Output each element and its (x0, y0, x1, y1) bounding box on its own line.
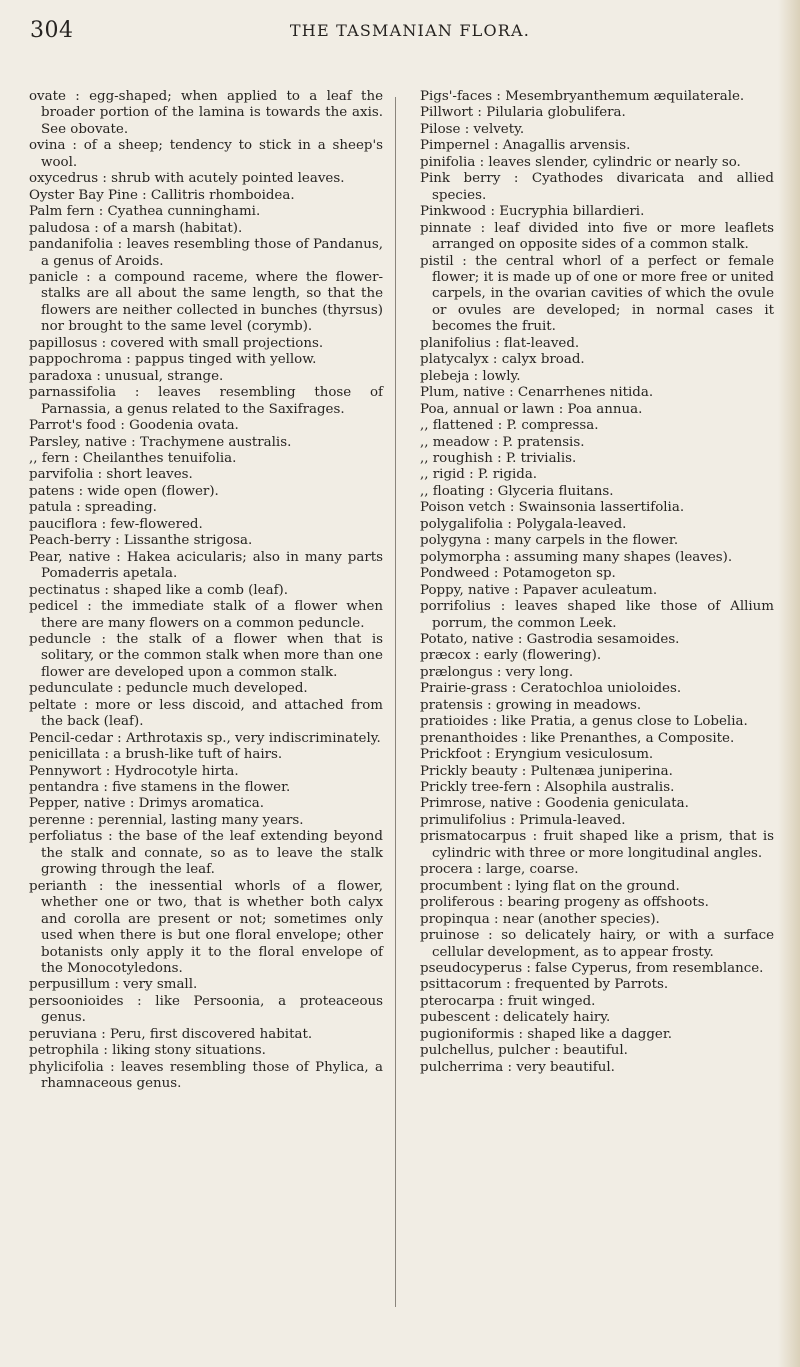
glossary-entry: Parrot's food : Goodenia ovata. (29, 418, 239, 434)
glossary-entry: pinnate : leaf divided into five or more leaflets arranged on opposite sides of a common stalk. (420, 220, 774, 253)
glossary-entry: ovina : of a sheep; tendency to stick in a sheep's wool. (29, 138, 383, 170)
glossary-entry: planifolius : flat-leaved. (420, 335, 580, 351)
glossary-entry: Pear, native : Hakea acicularis; also in many parts Pomaderris apetala. (29, 549, 383, 582)
glossary-entry: perpusillum : very small. (29, 977, 198, 993)
page-edge-shadow (778, 0, 800, 1367)
glossary-entry: Pillwort : Pilularia globulifera. (420, 105, 626, 121)
glossary-entry: Poison vetch : Swainsonia lassertifolia. (420, 500, 685, 516)
glossary-entry: papillosus : covered with small projections. (29, 335, 324, 351)
glossary-entry: pedunculate : peduncle much developed. (29, 681, 308, 697)
glossary-entry: penicillata : a brush-like tuft of hairs. (29, 747, 283, 763)
glossary-entry: paludosa : of a marsh (habitat). (29, 220, 243, 236)
glossary-entry: Pilose : velvety. (420, 121, 525, 137)
glossary-entry: Oyster Bay Pine : Callitris rhomboidea. (29, 187, 295, 203)
glossary-entry: ovate : egg-shaped; when applied to a leaf the broader portion of the lamina is towards the axis. See obovate. (29, 89, 383, 137)
glossary-entry: Prickfoot : Eryngium vesiculosum. (420, 747, 654, 763)
glossary-entry: pappochroma : pappus tinged with yellow. (29, 352, 317, 368)
glossary-entry: panicle : a compound raceme, where the flower-stalks are all about the same length, so that the flowers are neither collected in bunches (thyrsus) nor brought to the same level (corymb). (29, 269, 383, 335)
glossary-entry: Palm fern : Cyathea cunninghami. (29, 204, 261, 220)
glossary-entry: Peach-berry : Lissanthe strigosa. (29, 533, 253, 549)
glossary-entry: patula : spreading. (29, 500, 157, 516)
glossary-entry: pentandra : five stamens in the flower. (29, 780, 291, 796)
glossary-entry: polymorpha : assuming many shapes (leaves). (420, 549, 733, 565)
glossary-entry: Plum, native : Cenarrhenes nitida. (420, 385, 654, 401)
glossary-entry: Pepper, native : Drimys aromatica. (29, 796, 264, 812)
glossary-entry: porrifolius : leaves shaped like those of Allium porrum, the common Leek. (420, 599, 774, 631)
glossary-entry: pratioides : like Pratia, a genus close to Lobelia. (420, 714, 748, 730)
glossary-entry: Prickly tree-fern : Alsophila australis. (420, 780, 675, 796)
glossary-entry: Pigs'-faces : Mesembryanthemum æquilaterale. (420, 89, 745, 104)
glossary-entry: parvifolia : short leaves. (29, 467, 193, 483)
glossary-entry: Parsley, native : Trachymene australis. (29, 434, 292, 450)
glossary-entry: pulchellus, pulcher : beautiful. (420, 1043, 628, 1059)
glossary-entry: prælongus : very long. (420, 664, 574, 680)
glossary-entry: peduncle : the stalk of a flower when that is solitary, or the common stalk when more than one flower are developed upon a common stalk. (29, 631, 383, 680)
glossary-entry: pistil : the central whorl of a perfect or female flower; it is made up of one or more free or united carpels, in the ovarian cavities of which the ovule or ovules are developed; in normal cases it becomes the fruit. (420, 253, 774, 335)
glossary-entry: paradoxa : unusual, strange. (29, 368, 224, 384)
glossary-entry: propinqua : near (another species). (420, 911, 660, 927)
glossary-entry: primulifolius : Primula-leaved. (420, 812, 626, 828)
glossary-entry: Prairie-grass : Ceratochloa unioloides. (420, 681, 682, 697)
glossary-entry: parnassifolia : leaves resembling those of Parnassia, a genus related to the Saxifrages. (29, 385, 383, 417)
glossary-entry: proliferous : bearing progeny as offshoots. (420, 895, 709, 911)
glossary-entry: pedicel : the immediate stalk of a flower when there are many flowers on a common peduncle. (29, 599, 383, 631)
glossary-entry: ,, floating : Glyceria fluitans. (420, 483, 614, 499)
glossary-entry: polygalifolia : Polygala-leaved. (420, 516, 627, 532)
glossary-entry: Pencil-cedar : Arthrotaxis sp., very indiscriminately. (29, 730, 381, 746)
glossary-entry: Primrose, native : Goodenia geniculata. (420, 796, 689, 812)
left-column (29, 89, 383, 1093)
glossary-entry: pectinatus : shaped like a comb (leaf). (29, 582, 289, 598)
running-title: THE TASMANIAN FLORA. (289, 21, 531, 40)
glossary-entry: ,, meadow : P. pratensis. (420, 434, 585, 450)
glossary-entry: pseudocyperus : false Cyperus, from resemblance. (420, 961, 764, 977)
glossary-entry: peruviana : Peru, first discovered habitat. (29, 1026, 313, 1042)
glossary-entry: persoonioides : like Persoonia, a proteaceous genus. (29, 993, 383, 1026)
glossary-entry: perfoliatus : the base of the leaf extending beyond the stalk and connate, so as to leave the stalk growing through the leaf. (29, 829, 383, 878)
glossary-entry: pterocarpa : fruit winged. (420, 993, 596, 1009)
glossary-entry: Pondweed : Potamogeton sp. (420, 566, 616, 582)
glossary-entry: perenne : perennial, lasting many years. (29, 812, 304, 828)
glossary-entry: pandanifolia : leaves resembling those of Pandanus, a genus of Aroids. (29, 237, 383, 269)
glossary-entry: peltate : more or less discoid, and attached from the back (leaf). (29, 697, 383, 730)
glossary-entry: oxycedrus : shrub with acutely pointed leaves. (29, 171, 345, 187)
glossary-entry: procumbent : lying flat on the ground. (420, 878, 680, 894)
glossary-entry: petrophila : liking stony situations. (29, 1043, 266, 1059)
glossary-entry: prenanthoides : like Prenanthes, a Composite. (420, 730, 735, 746)
glossary-entry: Prickly beauty : Pultenæa juniperina. (420, 763, 673, 779)
glossary-entry: Pinkwood : Eucryphia billardieri. (420, 204, 645, 220)
glossary-entry: Poa, annual or lawn : Poa annua. (420, 401, 643, 417)
glossary-entry: pinifolia : leaves slender, cylindric or nearly so. (420, 154, 741, 170)
glossary-entry: Pimpernel : Anagallis arvensis. (420, 138, 631, 154)
glossary-entry: Pink berry : Cyathodes divaricata and allied species. (420, 171, 774, 203)
glossary-entry: pulcherrima : very beautiful. (420, 1059, 615, 1075)
right-column (420, 89, 774, 1093)
glossary-entry: præcox : early (flowering). (420, 648, 602, 664)
page-number: 304 (30, 18, 74, 43)
glossary-entry: ,, rigid : P. rigida. (420, 467, 538, 483)
glossary-entry: perianth : the inessential whorls of a flower, whether one or two, that is whether both calyx and corolla are present or not; sometimes only used when there is but one floral envelope; other botanists only apply it to the floral envelope of the Monocotyledons. (29, 878, 383, 977)
glossary-entry: Potato, native : Gastrodia sesamoides. (420, 631, 680, 647)
glossary-entry: pratensis : growing in meadows. (420, 697, 642, 713)
glossary-entry: pubescent : delicately hairy. (420, 1010, 611, 1026)
glossary-entry: procera : large, coarse. (420, 862, 579, 878)
glossary-entry: ,, flattened : P. compressa. (420, 418, 599, 434)
glossary-entry: polygyna : many carpels in the flower. (420, 533, 679, 549)
glossary-entry: patens : wide open (flower). (29, 483, 219, 499)
glossary-entry: phylicifolia : leaves resembling those of Phylica, a rhamnaceous genus. (29, 1059, 383, 1092)
glossary-entry: ,, fern : Cheilanthes tenuifolia. (29, 450, 237, 466)
glossary-entry: psittacorum : frequented by Parrots. (420, 977, 669, 993)
glossary-entry: pruinose : so delicately hairy, or with a surface cellular development, as to appear frosty. (420, 928, 774, 960)
glossary-entry: prismatocarpus : fruit shaped like a prism, that is cylindric with three or more longitudinal angles. (420, 829, 774, 861)
glossary-entry: Poppy, native : Papaver aculeatum. (420, 582, 658, 598)
glossary-columns (29, 89, 774, 1093)
glossary-entry: plebeja : lowly. (420, 368, 521, 384)
glossary-entry: platycalyx : calyx broad. (420, 352, 585, 368)
glossary-entry: pugioniformis : shaped like a dagger. (420, 1026, 673, 1042)
glossary-entry: pauciflora : few-flowered. (29, 516, 203, 532)
glossary-entry: ,, roughish : P. trivialis. (420, 450, 577, 466)
glossary-entry: Pennywort : Hydrocotyle hirta. (29, 763, 239, 779)
